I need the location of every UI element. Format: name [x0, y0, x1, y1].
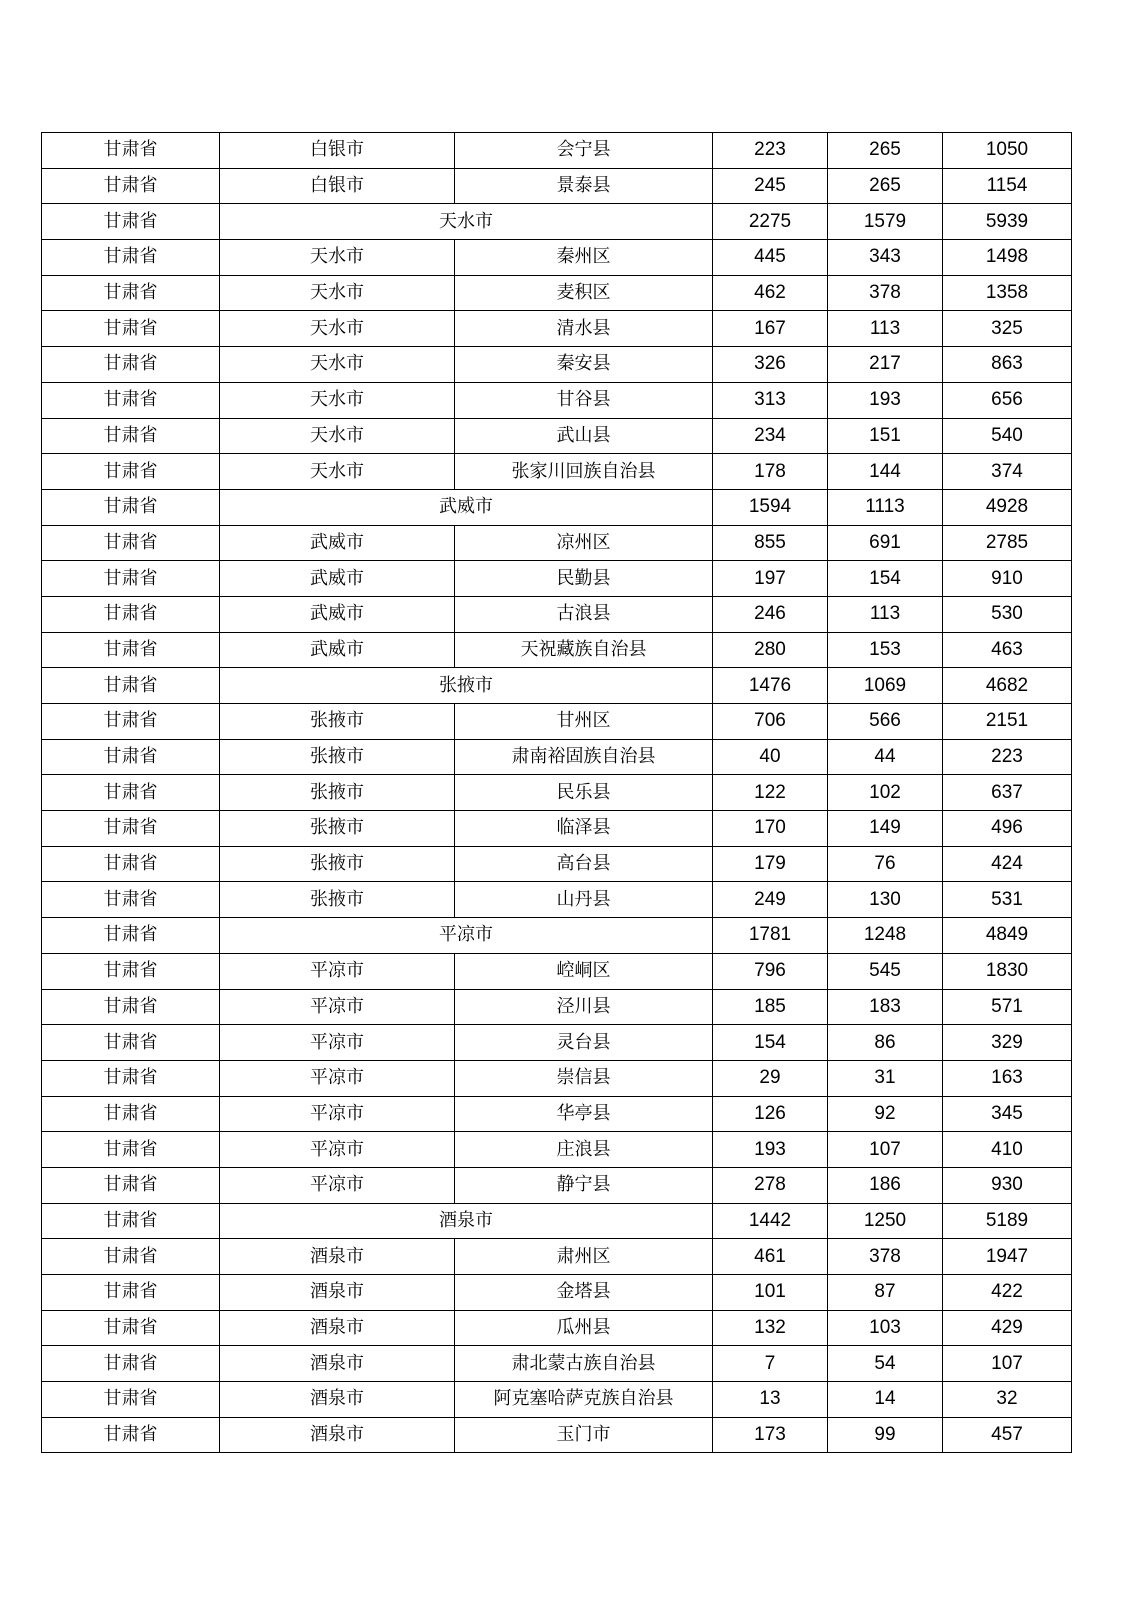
value-cell-2: 130	[828, 882, 943, 918]
county-cell: 景泰县	[455, 168, 713, 204]
value-cell-2: 113	[828, 311, 943, 347]
value-cell-1: 855	[713, 525, 828, 561]
value-cell-2: 151	[828, 418, 943, 454]
table-row	[42, 1417, 1072, 1453]
value-cell-3: 107	[943, 1346, 1072, 1382]
value-cell-1: 122	[713, 775, 828, 811]
value-cell-3: 2151	[943, 704, 1072, 740]
table-row	[42, 382, 1072, 418]
table-row	[42, 989, 1072, 1025]
county-cell: 麦积区	[455, 275, 713, 311]
value-cell-2: 193	[828, 382, 943, 418]
province-cell: 甘肃省	[42, 882, 220, 918]
value-cell-2: 149	[828, 811, 943, 847]
county-cell: 阿克塞哈萨克族自治县	[455, 1382, 713, 1418]
value-cell-3: 5189	[943, 1203, 1072, 1239]
table-row	[42, 133, 1072, 169]
table-row-city-subtotal	[42, 668, 1072, 704]
value-cell-3: 374	[943, 454, 1072, 490]
value-cell-1: 234	[713, 418, 828, 454]
value-cell-2: 186	[828, 1167, 943, 1203]
value-cell-1: 173	[713, 1417, 828, 1453]
city-cell: 武威市	[220, 525, 455, 561]
province-cell: 甘肃省	[42, 382, 220, 418]
value-cell-1: 462	[713, 275, 828, 311]
table-row	[42, 953, 1072, 989]
city-cell: 张掖市	[220, 811, 455, 847]
city-cell: 平凉市	[220, 989, 455, 1025]
county-cell: 泾川县	[455, 989, 713, 1025]
table-row	[42, 882, 1072, 918]
province-cell: 甘肃省	[42, 1382, 220, 1418]
province-cell: 甘肃省	[42, 168, 220, 204]
county-cell: 武山县	[455, 418, 713, 454]
county-cell: 金塔县	[455, 1275, 713, 1311]
province-cell: 甘肃省	[42, 1132, 220, 1168]
value-cell-2: 378	[828, 275, 943, 311]
value-cell-3: 410	[943, 1132, 1072, 1168]
value-cell-3: 422	[943, 1275, 1072, 1311]
value-cell-3: 2785	[943, 525, 1072, 561]
province-cell: 甘肃省	[42, 1060, 220, 1096]
table-row	[42, 454, 1072, 490]
province-cell: 甘肃省	[42, 811, 220, 847]
county-cell: 崇信县	[455, 1060, 713, 1096]
table-row	[42, 1060, 1072, 1096]
province-cell: 甘肃省	[42, 525, 220, 561]
city-cell: 张掖市	[220, 704, 455, 740]
city-cell: 武威市	[220, 489, 713, 525]
county-cell: 古浪县	[455, 596, 713, 632]
city-cell: 天水市	[220, 454, 455, 490]
table-row	[42, 775, 1072, 811]
value-cell-2: 113	[828, 596, 943, 632]
city-cell: 天水市	[220, 418, 455, 454]
value-cell-1: 246	[713, 596, 828, 632]
table-row	[42, 561, 1072, 597]
province-cell: 甘肃省	[42, 1346, 220, 1382]
city-cell: 张掖市	[220, 846, 455, 882]
province-cell: 甘肃省	[42, 454, 220, 490]
city-cell: 平凉市	[220, 953, 455, 989]
value-cell-2: 103	[828, 1310, 943, 1346]
table-row-city-subtotal	[42, 1203, 1072, 1239]
province-cell: 甘肃省	[42, 1096, 220, 1132]
value-cell-3: 530	[943, 596, 1072, 632]
province-cell: 甘肃省	[42, 347, 220, 383]
value-cell-2: 183	[828, 989, 943, 1025]
value-cell-1: 796	[713, 953, 828, 989]
value-cell-3: 1154	[943, 168, 1072, 204]
province-cell: 甘肃省	[42, 1310, 220, 1346]
value-cell-3: 4682	[943, 668, 1072, 704]
province-cell: 甘肃省	[42, 204, 220, 240]
value-cell-2: 107	[828, 1132, 943, 1168]
value-cell-2: 44	[828, 739, 943, 775]
value-cell-3: 32	[943, 1382, 1072, 1418]
table-row	[42, 418, 1072, 454]
city-cell: 天水市	[220, 311, 455, 347]
province-cell: 甘肃省	[42, 1417, 220, 1453]
value-cell-2: 691	[828, 525, 943, 561]
city-cell: 天水市	[220, 382, 455, 418]
county-cell: 肃南裕固族自治县	[455, 739, 713, 775]
province-cell: 甘肃省	[42, 704, 220, 740]
county-cell: 庄浪县	[455, 1132, 713, 1168]
county-cell: 甘谷县	[455, 382, 713, 418]
province-cell: 甘肃省	[42, 1239, 220, 1275]
province-cell: 甘肃省	[42, 1203, 220, 1239]
city-cell: 天水市	[220, 204, 713, 240]
value-cell-1: 132	[713, 1310, 828, 1346]
value-cell-2: 154	[828, 561, 943, 597]
city-cell: 酒泉市	[220, 1310, 455, 1346]
value-cell-2: 1248	[828, 918, 943, 954]
city-cell: 张掖市	[220, 775, 455, 811]
value-cell-2: 153	[828, 632, 943, 668]
table-row	[42, 1132, 1072, 1168]
value-cell-3: 637	[943, 775, 1072, 811]
province-cell: 甘肃省	[42, 133, 220, 169]
value-cell-3: 429	[943, 1310, 1072, 1346]
value-cell-2: 265	[828, 133, 943, 169]
value-cell-1: 170	[713, 811, 828, 847]
table-row	[42, 632, 1072, 668]
value-cell-3: 424	[943, 846, 1072, 882]
city-cell: 天水市	[220, 275, 455, 311]
table-row	[42, 1275, 1072, 1311]
county-cell: 张家川回族自治县	[455, 454, 713, 490]
county-cell: 肃北蒙古族自治县	[455, 1346, 713, 1382]
value-cell-1: 2275	[713, 204, 828, 240]
city-cell: 平凉市	[220, 918, 713, 954]
province-cell: 甘肃省	[42, 1167, 220, 1203]
value-cell-3: 930	[943, 1167, 1072, 1203]
value-cell-3: 496	[943, 811, 1072, 847]
value-cell-2: 99	[828, 1417, 943, 1453]
province-cell: 甘肃省	[42, 311, 220, 347]
province-cell: 甘肃省	[42, 739, 220, 775]
value-cell-2: 545	[828, 953, 943, 989]
value-cell-1: 40	[713, 739, 828, 775]
value-cell-2: 86	[828, 1025, 943, 1061]
value-cell-2: 102	[828, 775, 943, 811]
table-row	[42, 1096, 1072, 1132]
value-cell-3: 540	[943, 418, 1072, 454]
value-cell-2: 144	[828, 454, 943, 490]
value-cell-2: 92	[828, 1096, 943, 1132]
table-row	[42, 704, 1072, 740]
county-cell: 高台县	[455, 846, 713, 882]
value-cell-3: 1358	[943, 275, 1072, 311]
city-cell: 白银市	[220, 168, 455, 204]
city-cell: 酒泉市	[220, 1346, 455, 1382]
value-cell-1: 461	[713, 1239, 828, 1275]
value-cell-1: 1442	[713, 1203, 828, 1239]
value-cell-1: 193	[713, 1132, 828, 1168]
value-cell-2: 378	[828, 1239, 943, 1275]
city-cell: 张掖市	[220, 668, 713, 704]
value-cell-1: 29	[713, 1060, 828, 1096]
table-row	[42, 1310, 1072, 1346]
table-row	[42, 811, 1072, 847]
value-cell-2: 14	[828, 1382, 943, 1418]
table-row	[42, 311, 1072, 347]
province-cell: 甘肃省	[42, 846, 220, 882]
county-cell: 灵台县	[455, 1025, 713, 1061]
value-cell-3: 571	[943, 989, 1072, 1025]
county-cell: 天祝藏族自治县	[455, 632, 713, 668]
value-cell-1: 13	[713, 1382, 828, 1418]
value-cell-1: 249	[713, 882, 828, 918]
county-cell: 玉门市	[455, 1417, 713, 1453]
table-row	[42, 1382, 1072, 1418]
city-cell: 平凉市	[220, 1025, 455, 1061]
county-cell: 临泽县	[455, 811, 713, 847]
province-cell: 甘肃省	[42, 953, 220, 989]
city-cell: 天水市	[220, 347, 455, 383]
county-cell: 崆峒区	[455, 953, 713, 989]
city-cell: 平凉市	[220, 1096, 455, 1132]
value-cell-3: 1830	[943, 953, 1072, 989]
value-cell-2: 1579	[828, 204, 943, 240]
value-cell-2: 1250	[828, 1203, 943, 1239]
table-row	[42, 168, 1072, 204]
value-cell-1: 154	[713, 1025, 828, 1061]
table-row	[42, 347, 1072, 383]
value-cell-3: 5939	[943, 204, 1072, 240]
value-cell-3: 463	[943, 632, 1072, 668]
value-cell-1: 313	[713, 382, 828, 418]
province-cell: 甘肃省	[42, 561, 220, 597]
city-cell: 平凉市	[220, 1167, 455, 1203]
value-cell-2: 87	[828, 1275, 943, 1311]
value-cell-2: 1069	[828, 668, 943, 704]
table-row	[42, 240, 1072, 276]
table-row	[42, 1346, 1072, 1382]
value-cell-3: 910	[943, 561, 1072, 597]
value-cell-3: 1050	[943, 133, 1072, 169]
county-cell: 静宁县	[455, 1167, 713, 1203]
county-cell: 清水县	[455, 311, 713, 347]
table-row-city-subtotal	[42, 489, 1072, 525]
province-cell: 甘肃省	[42, 418, 220, 454]
county-cell: 秦州区	[455, 240, 713, 276]
county-cell: 肃州区	[455, 1239, 713, 1275]
value-cell-1: 167	[713, 311, 828, 347]
city-cell: 张掖市	[220, 882, 455, 918]
province-cell: 甘肃省	[42, 489, 220, 525]
value-cell-1: 126	[713, 1096, 828, 1132]
city-cell: 武威市	[220, 561, 455, 597]
city-cell: 酒泉市	[220, 1239, 455, 1275]
city-cell: 酒泉市	[220, 1382, 455, 1418]
city-cell: 天水市	[220, 240, 455, 276]
value-cell-1: 278	[713, 1167, 828, 1203]
county-cell: 民勤县	[455, 561, 713, 597]
province-cell: 甘肃省	[42, 275, 220, 311]
value-cell-1: 445	[713, 240, 828, 276]
city-cell: 酒泉市	[220, 1275, 455, 1311]
value-cell-3: 1947	[943, 1239, 1072, 1275]
value-cell-3: 4928	[943, 489, 1072, 525]
province-cell: 甘肃省	[42, 1025, 220, 1061]
county-cell: 秦安县	[455, 347, 713, 383]
value-cell-1: 280	[713, 632, 828, 668]
value-cell-2: 217	[828, 347, 943, 383]
value-cell-3: 4849	[943, 918, 1072, 954]
city-cell: 酒泉市	[220, 1417, 455, 1453]
county-cell: 华亭县	[455, 1096, 713, 1132]
city-cell: 张掖市	[220, 739, 455, 775]
value-cell-2: 566	[828, 704, 943, 740]
value-cell-1: 1476	[713, 668, 828, 704]
city-cell: 酒泉市	[220, 1203, 713, 1239]
province-cell: 甘肃省	[42, 596, 220, 632]
table-row	[42, 1239, 1072, 1275]
table-row	[42, 739, 1072, 775]
table-row-city-subtotal	[42, 918, 1072, 954]
county-cell: 会宁县	[455, 133, 713, 169]
table-row	[42, 1167, 1072, 1203]
value-cell-1: 7	[713, 1346, 828, 1382]
value-cell-3: 1498	[943, 240, 1072, 276]
value-cell-1: 185	[713, 989, 828, 1025]
value-cell-2: 76	[828, 846, 943, 882]
value-cell-3: 656	[943, 382, 1072, 418]
county-cell: 瓜州县	[455, 1310, 713, 1346]
value-cell-3: 325	[943, 311, 1072, 347]
value-cell-3: 163	[943, 1060, 1072, 1096]
table-row-city-subtotal	[42, 204, 1072, 240]
city-cell: 平凉市	[220, 1060, 455, 1096]
table-row	[42, 1025, 1072, 1061]
value-cell-2: 265	[828, 168, 943, 204]
value-cell-3: 531	[943, 882, 1072, 918]
county-cell: 山丹县	[455, 882, 713, 918]
value-cell-1: 1594	[713, 489, 828, 525]
province-cell: 甘肃省	[42, 775, 220, 811]
province-cell: 甘肃省	[42, 989, 220, 1025]
city-cell: 武威市	[220, 632, 455, 668]
table-row	[42, 525, 1072, 561]
province-cell: 甘肃省	[42, 918, 220, 954]
value-cell-1: 197	[713, 561, 828, 597]
value-cell-3: 223	[943, 739, 1072, 775]
value-cell-1: 178	[713, 454, 828, 490]
table-row	[42, 596, 1072, 632]
city-cell: 武威市	[220, 596, 455, 632]
province-cell: 甘肃省	[42, 632, 220, 668]
province-cell: 甘肃省	[42, 240, 220, 276]
value-cell-1: 101	[713, 1275, 828, 1311]
value-cell-1: 1781	[713, 918, 828, 954]
table-row	[42, 275, 1072, 311]
value-cell-1: 326	[713, 347, 828, 383]
value-cell-2: 54	[828, 1346, 943, 1382]
value-cell-1: 245	[713, 168, 828, 204]
data-table	[41, 132, 1072, 1453]
value-cell-3: 345	[943, 1096, 1072, 1132]
county-cell: 民乐县	[455, 775, 713, 811]
value-cell-3: 863	[943, 347, 1072, 383]
value-cell-1: 223	[713, 133, 828, 169]
table-body	[42, 133, 1072, 1453]
value-cell-3: 329	[943, 1025, 1072, 1061]
city-cell: 平凉市	[220, 1132, 455, 1168]
value-cell-1: 706	[713, 704, 828, 740]
value-cell-3: 457	[943, 1417, 1072, 1453]
province-cell: 甘肃省	[42, 668, 220, 704]
province-cell: 甘肃省	[42, 1275, 220, 1311]
value-cell-1: 179	[713, 846, 828, 882]
city-cell: 白银市	[220, 133, 455, 169]
value-cell-2: 343	[828, 240, 943, 276]
county-cell: 甘州区	[455, 704, 713, 740]
county-cell: 凉州区	[455, 525, 713, 561]
table-row	[42, 846, 1072, 882]
value-cell-2: 1113	[828, 489, 943, 525]
value-cell-2: 31	[828, 1060, 943, 1096]
